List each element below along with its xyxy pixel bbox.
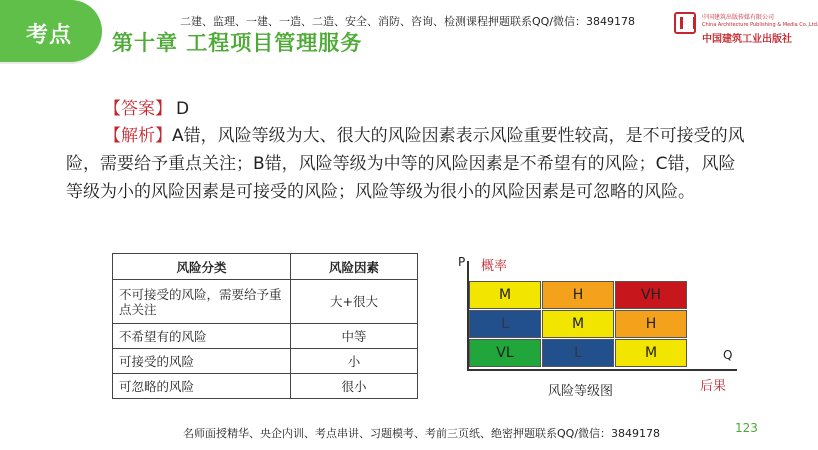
table-cell-category: 不可接受的风险，需要给予重点关注 <box>113 280 291 324</box>
table-cell-factor: 中等 <box>291 324 418 349</box>
badge-label: 考点 <box>26 23 73 48</box>
answer-label: 【答案】 <box>104 99 172 119</box>
topic-badge <box>0 0 102 62</box>
publisher-name-calligraphy: 中国建筑工业出版社 <box>702 34 792 45</box>
matrix-cell: VL <box>469 339 541 367</box>
x-axis-line <box>467 369 737 371</box>
matrix-cell: M <box>615 339 687 367</box>
table-cell-factor: 很小 <box>291 374 418 399</box>
table-row <box>113 374 418 399</box>
matrix-cell: M <box>469 281 541 309</box>
matrix-cell: L <box>542 339 614 367</box>
matrix-cell: L <box>469 310 541 338</box>
table-row <box>113 324 418 349</box>
table-row <box>113 349 418 374</box>
matrix-cell: H <box>615 310 687 338</box>
matrix-cell: M <box>542 310 614 338</box>
publisher-name-en: China Architecture Publishing & Media Co.,Ltd. <box>702 22 818 28</box>
analysis-text: A错，风险等级为大、很大的风险因素表示风险重要性较高，是不可接受的风险，需要给予重点关注；B错，风险等级为中等的风险因素是不希望有的风险；C错，风险等级为小的风险因素是可接受的风险；风险等级为很小的风险因素是可忽略的风险。 <box>66 126 745 202</box>
table-cell-factor: 小 <box>291 349 418 374</box>
table-row <box>113 280 418 324</box>
risk-classification-table <box>112 253 418 399</box>
publisher-name-cn: 中国建筑出版传媒有限公司 <box>702 14 775 21</box>
table-cell-category: 不希望有的风险 <box>113 324 291 349</box>
table-cell-category: 可接受的风险 <box>113 349 291 374</box>
column-header-category: 风险分类 <box>113 254 291 280</box>
table-header-row <box>113 254 418 280</box>
analysis-label: 【解析】 <box>104 126 172 146</box>
answer-line <box>104 94 189 119</box>
matrix-caption: 风险等级图 <box>548 384 614 399</box>
matrix-cell: VH <box>615 281 687 309</box>
chapter-title: 第十章 工程项目管理服务 <box>112 31 363 55</box>
table-cell-category: 可忽略的风险 <box>113 374 291 399</box>
table-cell-factor: 大+很大 <box>291 280 418 324</box>
analysis-paragraph <box>66 122 750 206</box>
risk-level-matrix <box>455 253 755 403</box>
page-number: 123 <box>735 421 758 435</box>
top-contact-note: 二建、监理、一建、一造、二造、安全、消防、咨询、检测课程押题联系QQ/微信：3849178 <box>180 15 636 28</box>
answer-value: D <box>176 99 190 119</box>
x-axis-symbol: Q <box>723 348 733 362</box>
publisher-emblem-icon <box>674 12 696 34</box>
y-axis-symbol: P <box>458 255 466 269</box>
publisher-logo <box>674 12 818 46</box>
matrix-cell: H <box>542 281 614 309</box>
footer-contact-note: 名师面授精华、央企内训、考点串讲、习题模考、考前三页纸、绝密押题联系QQ/微信：3849178 <box>183 427 661 440</box>
x-axis-label: 后果 <box>700 379 727 394</box>
column-header-factor: 风险因素 <box>291 254 418 280</box>
y-axis-label: 概率 <box>481 259 508 274</box>
